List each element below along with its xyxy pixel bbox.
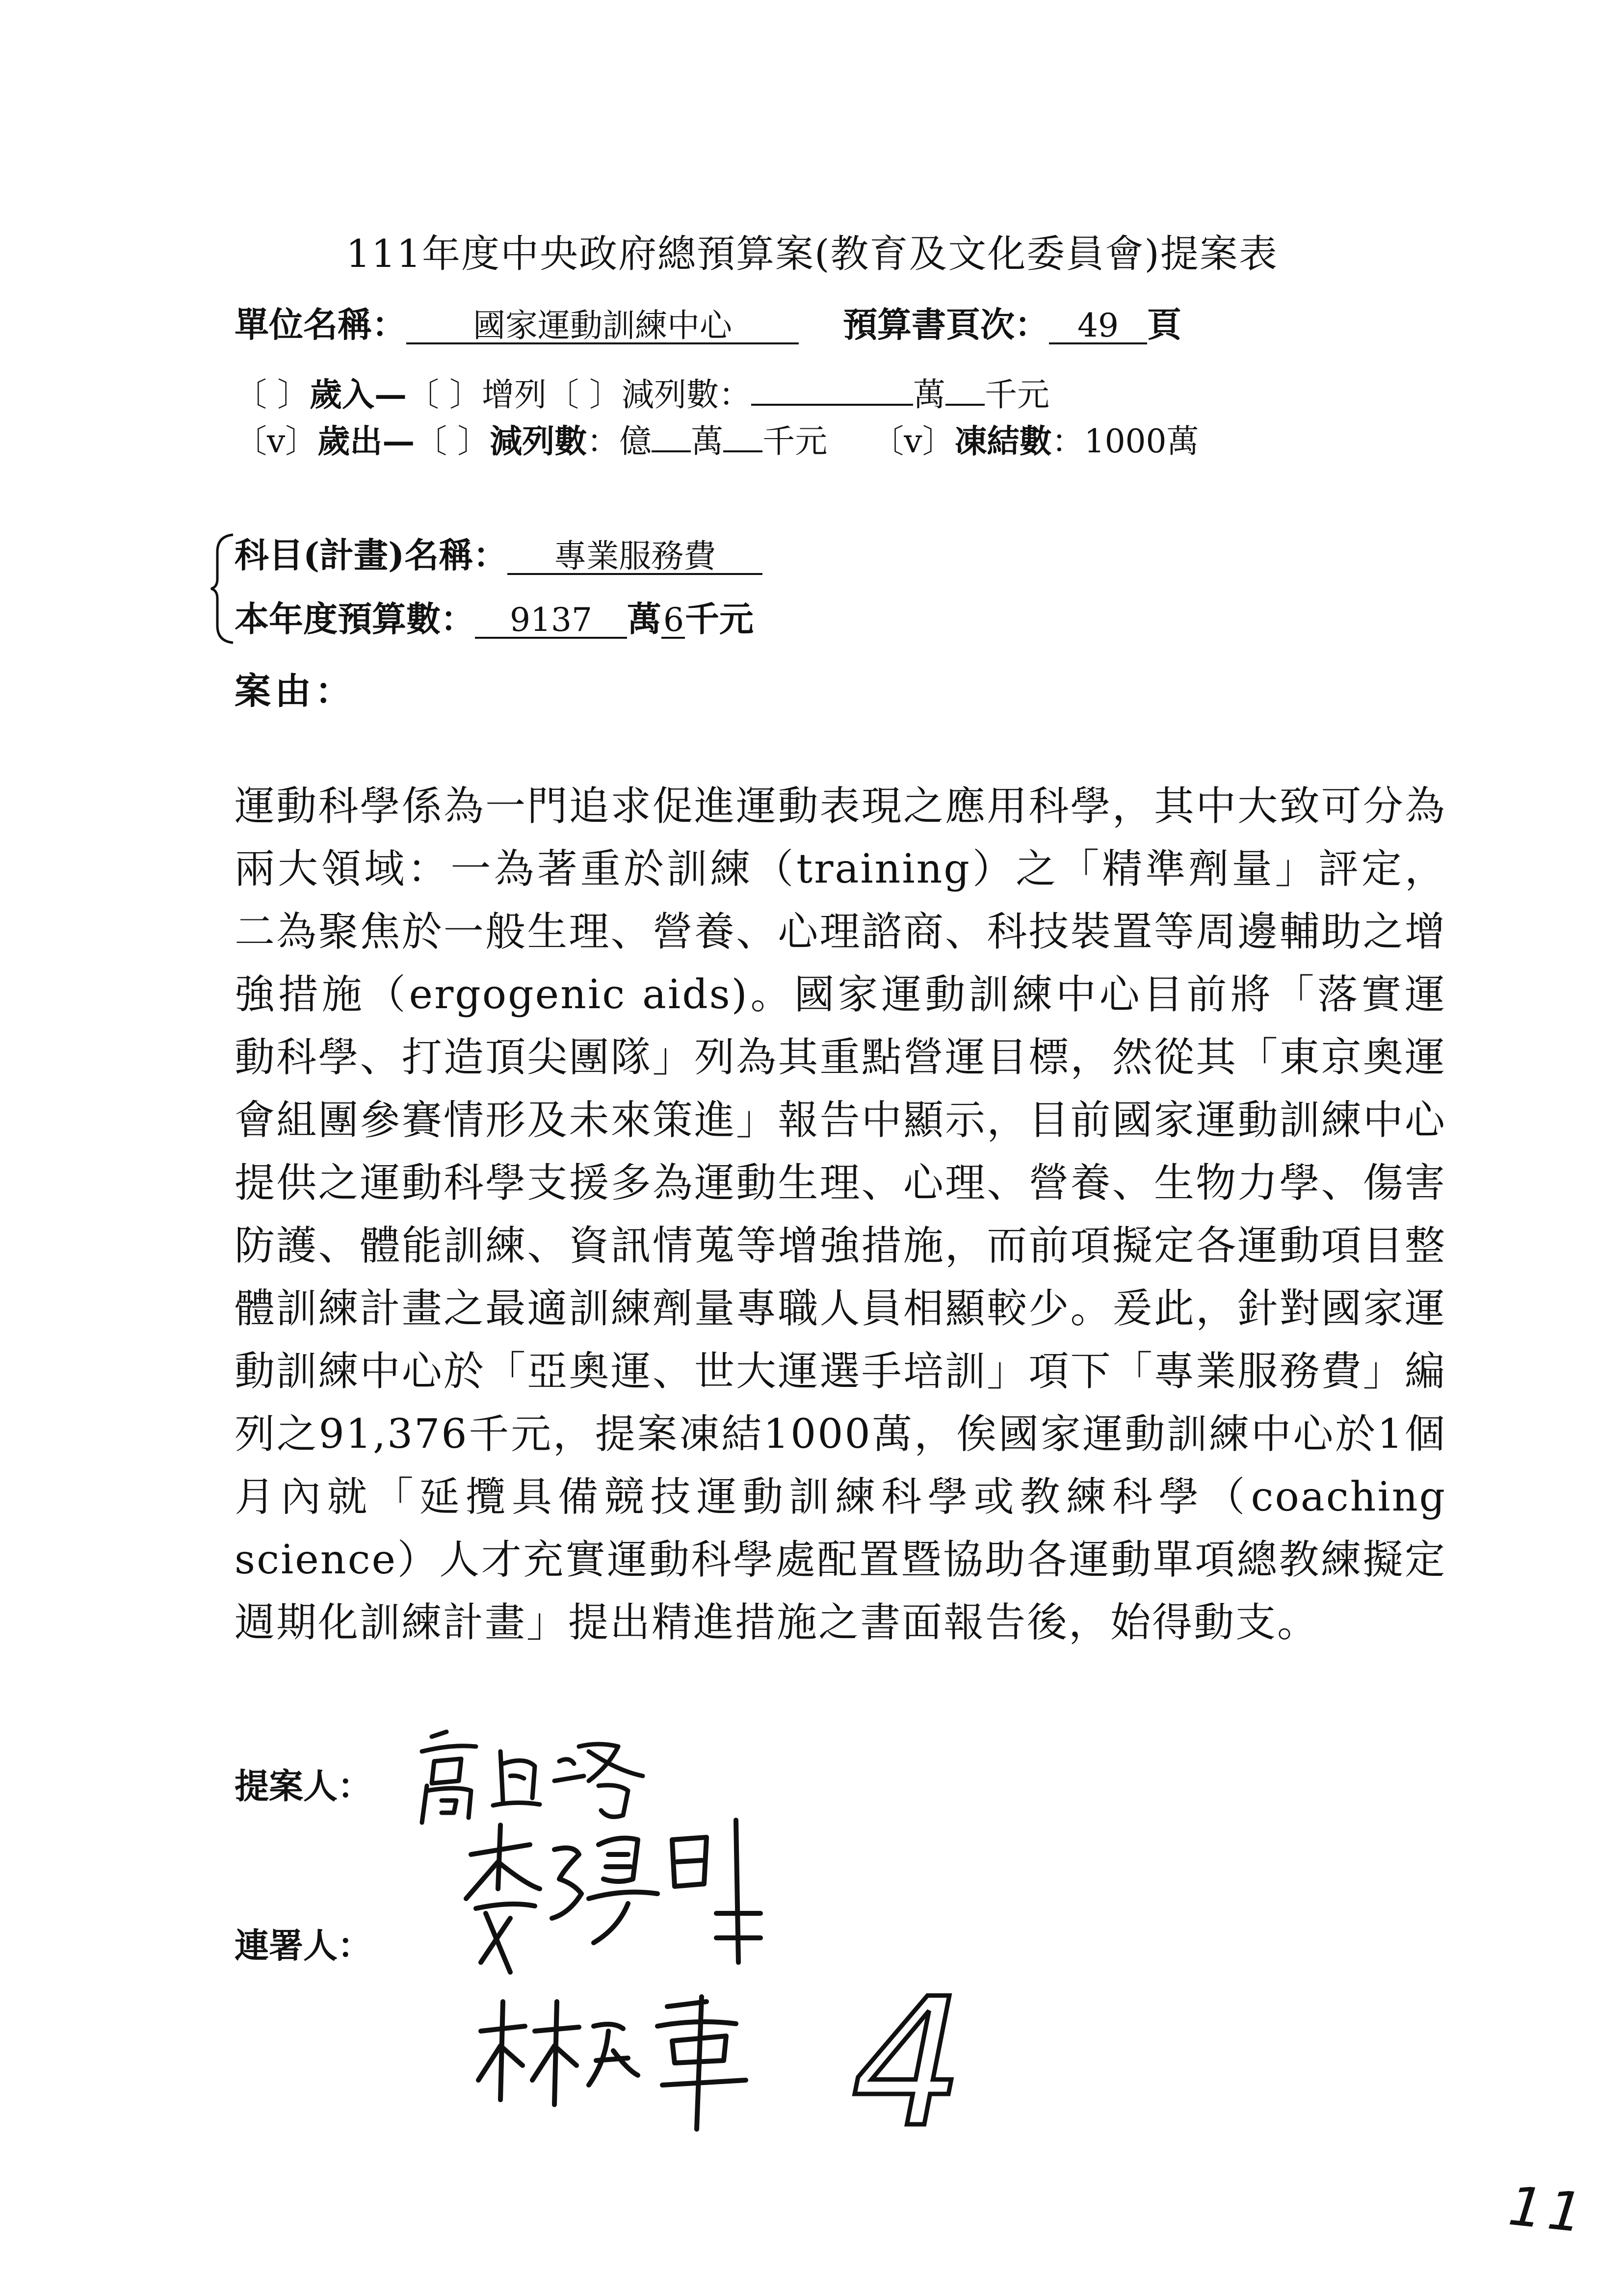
budget-label: 本年度預算數： (235, 599, 475, 639)
revenue-increase: 〔 〕增列 (406, 376, 547, 414)
revenue-wan: 萬 (913, 376, 945, 414)
cosigner-signature-1 (442, 1815, 785, 1977)
expense-thousand: 千元 (762, 422, 828, 460)
revenue-wan-blank (751, 376, 913, 406)
cosigner-label: 連署人： (235, 1926, 372, 1966)
item-label: 科目(計畫)名稱： (235, 535, 508, 575)
handwritten-number (844, 1977, 971, 2139)
unit-value: 國家運動訓練中心 (406, 309, 799, 344)
revenue-thousand: 千元 (984, 376, 1049, 414)
expense-line (235, 422, 1199, 461)
handwritten-number-glyph: 4 (851, 1977, 964, 2139)
revenue-decrease: 〔 〕減列數： (546, 376, 751, 414)
item-line (235, 535, 762, 576)
expense-bracket: 〔v〕 (235, 422, 318, 460)
budget-thousand-value: 6 (661, 603, 685, 639)
cosigner-signature-2 (471, 1987, 775, 2134)
item-value: 專業服務費 (507, 539, 762, 575)
expense-decrease-bracket: 〔 〕 (415, 422, 490, 460)
expense-wan-blank (652, 423, 691, 452)
page-ref-label: 預算書頁次： (843, 304, 1049, 345)
freeze-bracket: 〔v〕 (871, 422, 955, 460)
budget-line (235, 599, 754, 640)
revenue-label: 歲入— (309, 375, 407, 414)
budget-thousand-unit: 千元 (685, 599, 754, 639)
page-ref-suffix: 頁 (1147, 304, 1181, 345)
proposer-signature (412, 1717, 667, 1830)
revenue-bracket: 〔 〕 (235, 376, 310, 414)
unit-line (235, 304, 1181, 345)
expense-decrease-label: 減列數 (490, 422, 587, 460)
budget-value: 9137 (475, 603, 627, 639)
expense-wan: 萬 (691, 422, 724, 460)
left-brace (209, 532, 238, 645)
page-mark: 11 (1505, 2174, 1591, 2245)
page-title: 111年度中央政府總預算案(教育及文化委員會)提案表 (346, 232, 1278, 276)
revenue-thousand-blank (945, 376, 985, 406)
revenue-line (235, 375, 1049, 414)
budget-wan: 萬 (627, 599, 661, 639)
freeze-value: ：1000萬 (1051, 422, 1199, 460)
reason-text: 運動科學係為一門追求促進運動表現之應用科學，其中大致可分為兩大領域：一為著重於訓練（training）之「精準劑量」評定，二為聚焦於一般生理、營養、心理諮商、科技裝置等周邊輔助之增強措施（ergogenic aids)。國家運動訓練中心目前將「落實運動科學、打造頂尖團隊」列為其重點營運目標，然從其「東京奧運會組團參賽情形及未來策進」報告中顯示，目前國家運動訓練中心提供之運動科學支援多為運動生理、心理、營養、生物力學、傷害防護、體能訓練、資訊情蒐等增強措施，而前項擬定各運動項目整體訓練計畫之最適訓練劑量專職人員相顯較少。爰此，針對國家運動訓練中心於「亞奧運、世大運選手培訓」項下「專業服務費」編列之91,376千元，提案凍結1000萬，俟國家運動訓練中心於1個月內就「延攬具備競技運動訓練科學或教練科學（coaching science）人才充實運動科學處配置暨協助各運動單項總教練擬定週期化訓練計畫」提出精進措施之書面報告後，始得動支。 (235, 783, 1446, 1646)
expense-amount-prefix: ：億 (587, 422, 652, 460)
reason-label: 案由： (235, 670, 355, 712)
freeze-label: 凍結數 (954, 422, 1052, 460)
expense-label: 歲出— (317, 422, 415, 460)
expense-thousand-blank (723, 423, 762, 452)
unit-label: 單位名稱： (235, 304, 406, 345)
proposer-label: 提案人： (235, 1766, 372, 1806)
page-ref-value: 49 (1049, 309, 1147, 344)
